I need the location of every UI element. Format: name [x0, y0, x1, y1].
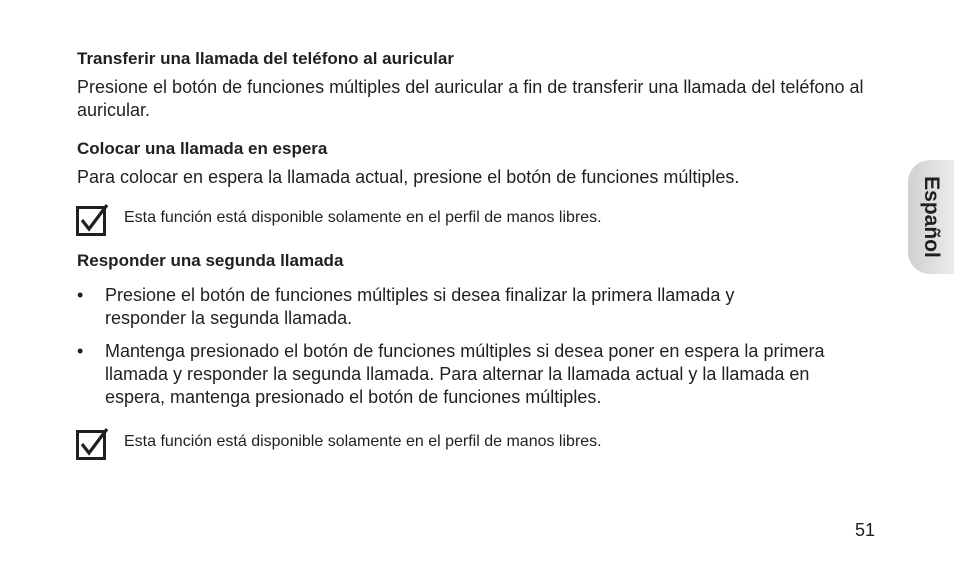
bullet-text: Mantenga presionado el botón de funciones múltiples si desea poner en espera la primera llamada y responder la segunda llamada. Para alternar la llamada actual y la llamada en espera, mantenga presionado el botón de funciones múltiples.: [105, 341, 825, 407]
bullet-symbol: •: [77, 285, 84, 305]
section-heading: Transferir una llamada del teléfono al auricular: [77, 49, 454, 68]
section-heading: Colocar una llamada en espera: [77, 139, 328, 158]
section-body: Para colocar en espera la llamada actual, presione el botón de funciones múltiples.: [77, 167, 740, 187]
section-body: Presione el botón de funciones múltiples del auricular a fin de transferir una llamada del teléfono al auricular.: [77, 77, 864, 120]
checkbox-note-icon: [76, 203, 110, 237]
note-text: Esta función está disponible solamente en el perfil de manos libres.: [124, 209, 602, 226]
note-text: Esta función está disponible solamente en el perfil de manos libres.: [124, 433, 602, 450]
language-tab-label: Español: [920, 176, 943, 258]
bullet-text: Presione el botón de funciones múltiples si desea finalizar la primera llamada y responder la segunda llamada.: [105, 285, 735, 328]
checkbox-note-icon: [76, 427, 110, 461]
bullet-symbol: •: [77, 341, 84, 361]
section-heading: Responder una segunda llamada: [77, 251, 344, 270]
page-number: 51: [855, 520, 876, 540]
